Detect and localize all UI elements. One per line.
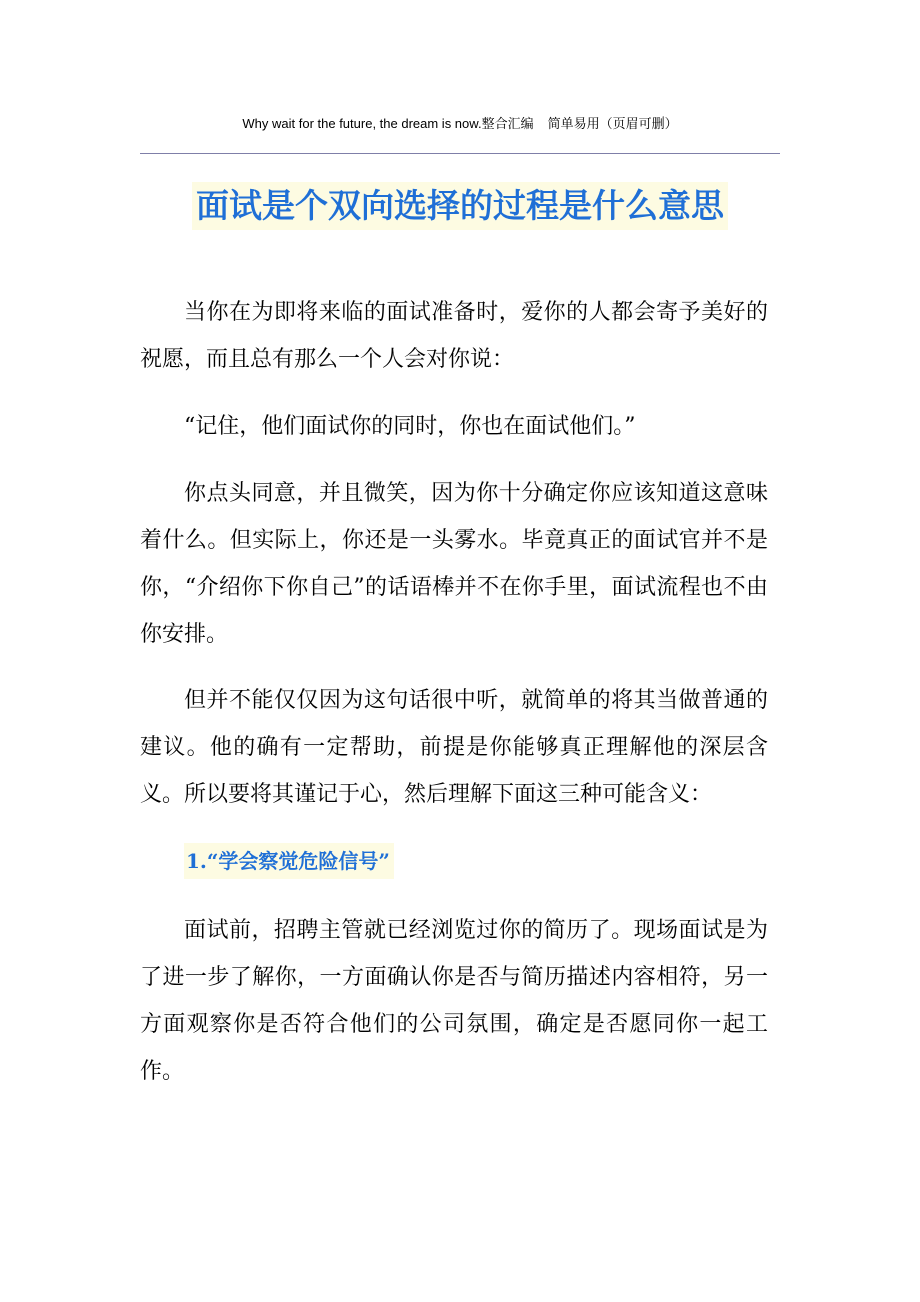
header-english-text: Why wait for the future, the dream is now.	[242, 116, 482, 131]
body-paragraph: 但并不能仅仅因为这句话很中听，就简单的将其当做普通的建议。他的确有一定帮助，前提是你能够真正理解他的深层含义。所以要将其谨记于心，然后理解下面这三种可能含义：	[140, 688, 768, 807]
paragraph-block-1	[140, 289, 768, 383]
paragraph-block-3	[140, 470, 768, 658]
header-chinese-right: 简单易用（页眉可删）	[547, 117, 678, 132]
header-chinese-left: 整合汇编	[481, 117, 534, 132]
body-paragraph: 你点头同意，并且微笑，因为你十分确定你应该知道这意味着什么。但实际上，你还是一头雾水。毕竟真正的面试官并不是你，“介绍你下你自己”的话语棒并不在你手里，面试流程也不由你安排。	[140, 481, 768, 647]
section-subheading: 1.“学会察觉危险信号”	[184, 843, 394, 879]
page-header	[140, 115, 780, 134]
paragraph-block-2	[140, 403, 768, 450]
subheading-container	[184, 843, 394, 879]
body-paragraph: 面试前，招聘主管就已经浏览过你的简历了。现场面试是为了进一步了解你，一方面确认你是否与简历描述内容相符，另一方面观察你是否符合他们的公司氛围，确定是否愿同你一起工作。	[140, 918, 768, 1084]
paragraph-block-4	[140, 677, 768, 818]
document-title: 面试是个双向选择的过程是什么意思	[192, 182, 728, 230]
title-container	[0, 182, 920, 230]
quote-paragraph: “记住，他们面试你的同时，你也在面试他们。”	[184, 414, 636, 439]
header-divider	[140, 153, 780, 154]
body-paragraph: 当你在为即将来临的面试准备时，爱你的人都会寄予美好的祝愿，而且总有那么一个人会对你说：	[140, 300, 768, 372]
paragraph-block-5	[140, 907, 768, 1095]
